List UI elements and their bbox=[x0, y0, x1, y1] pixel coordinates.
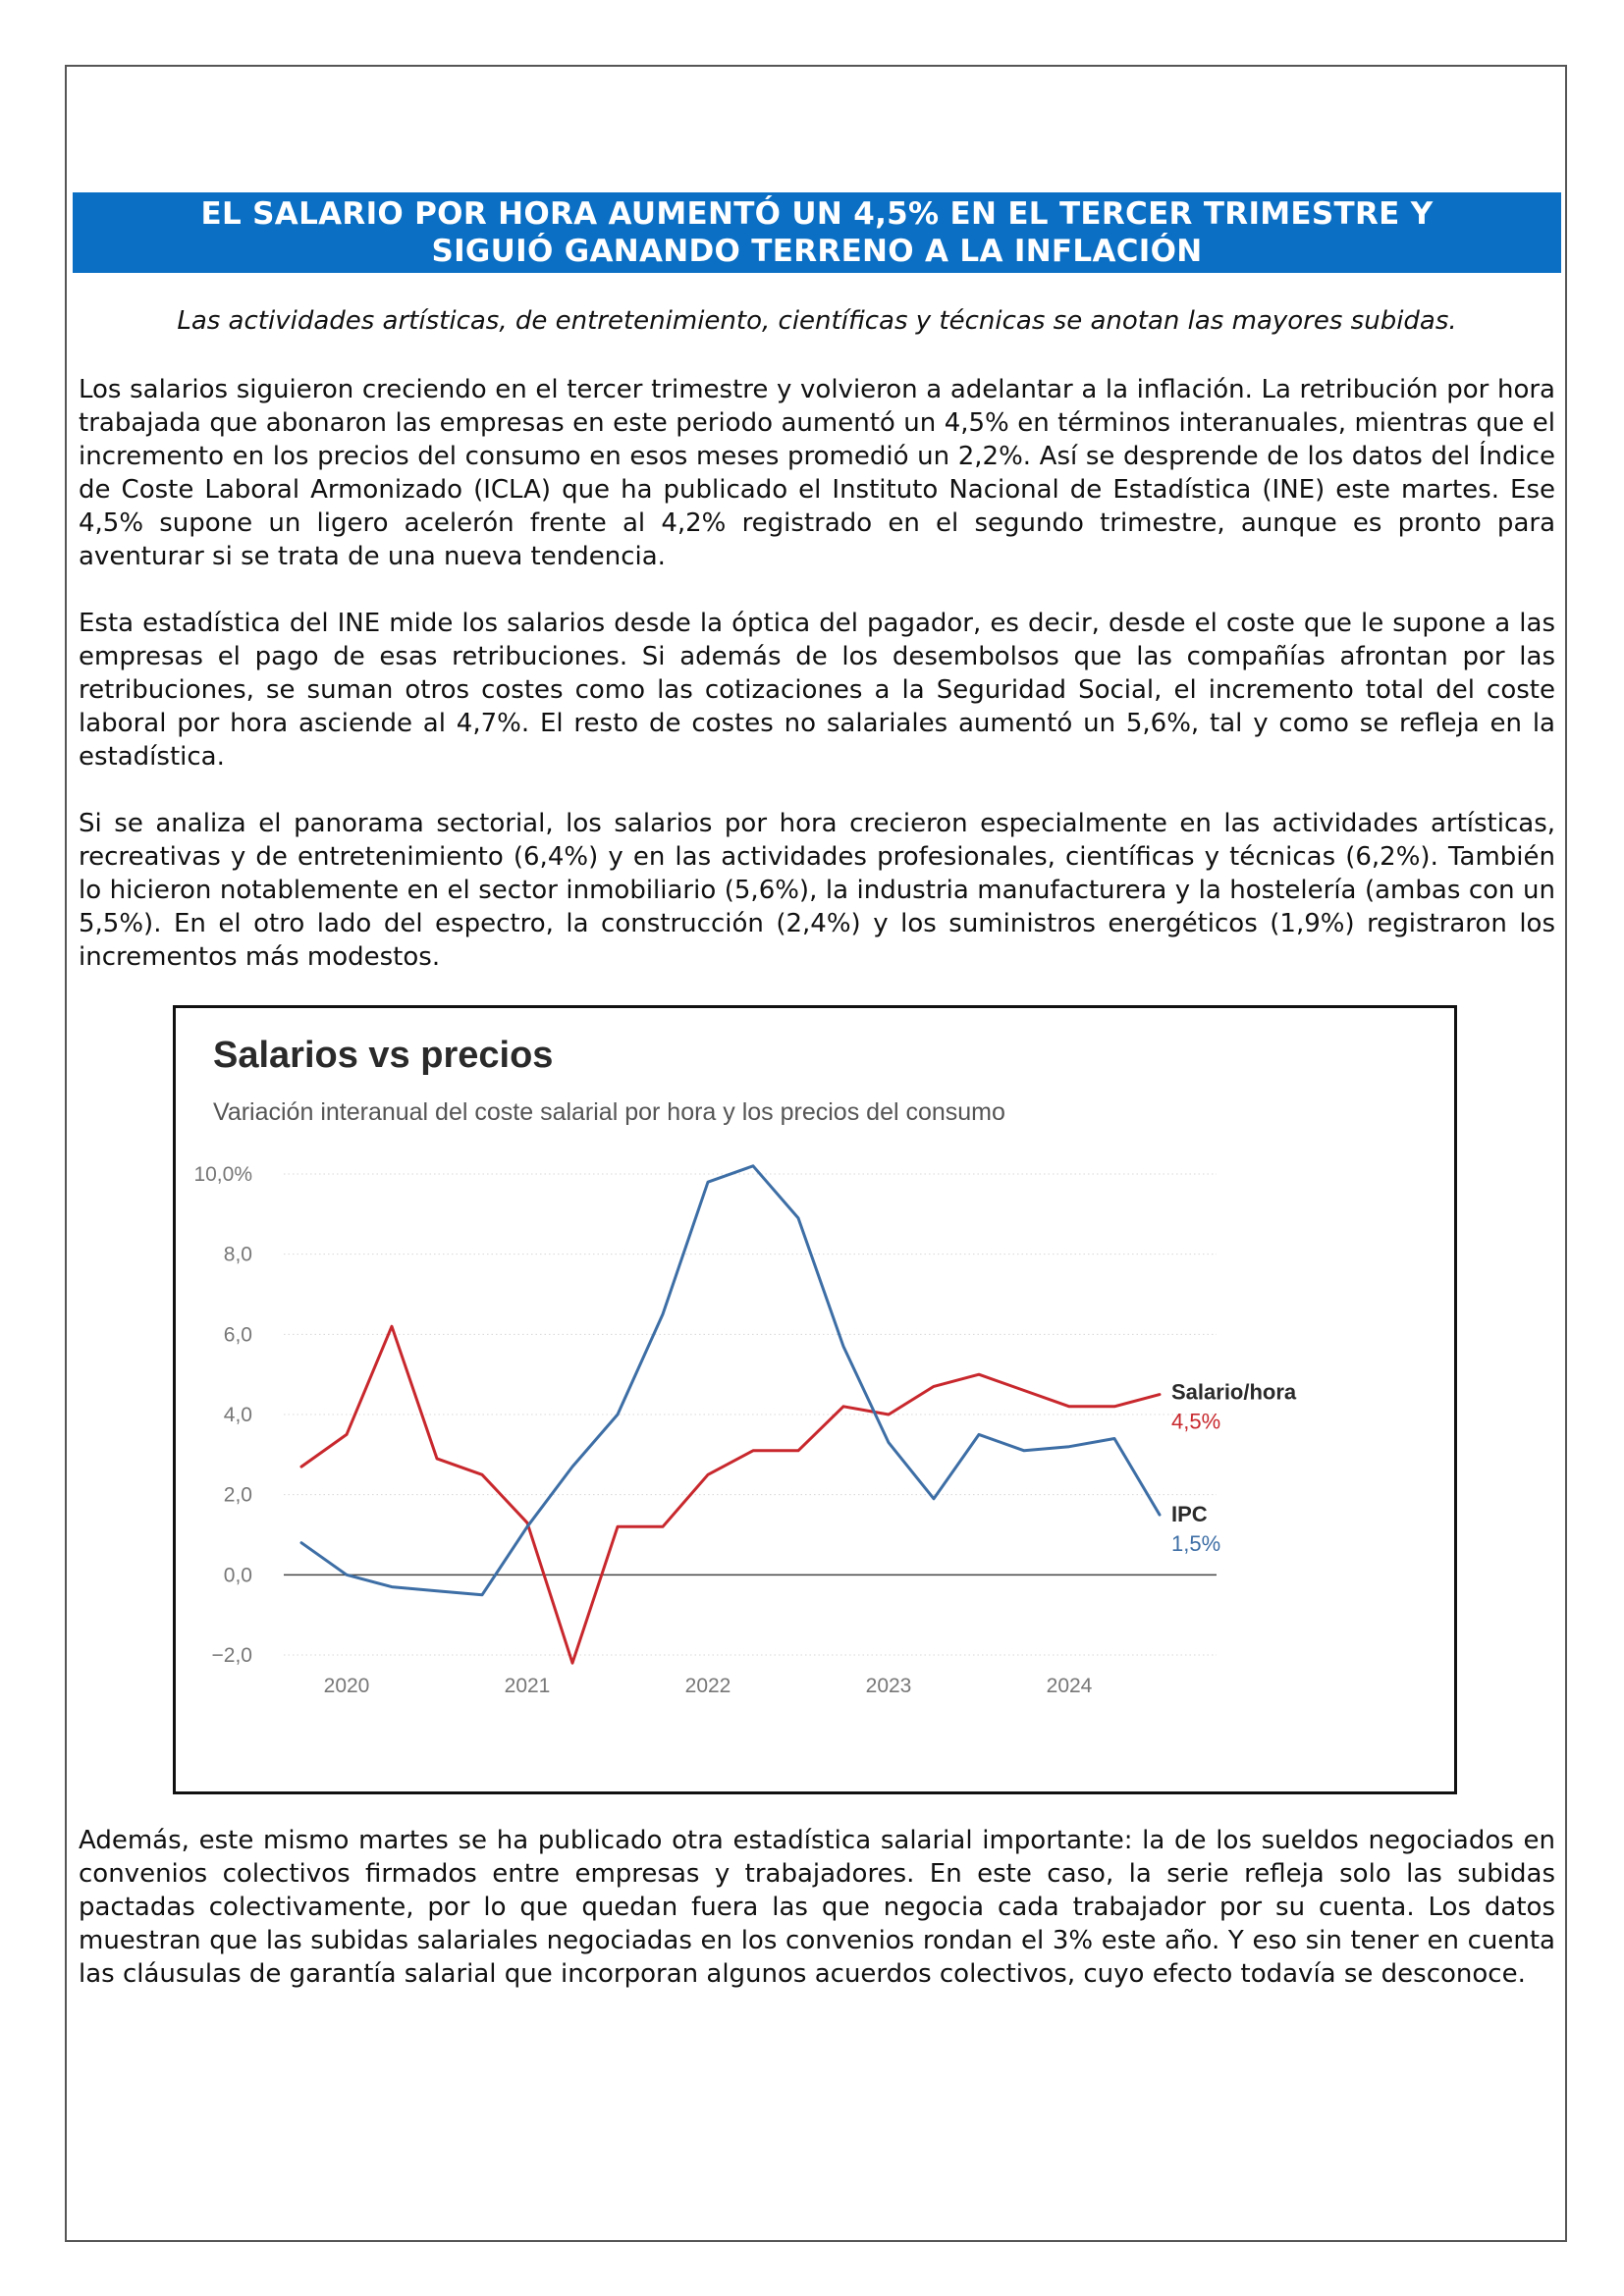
series-end-value-ipc: 1,5% bbox=[1171, 1531, 1221, 1557]
x-tick-label: 2022 bbox=[684, 1675, 731, 1697]
y-tick-label: 2,0 bbox=[223, 1483, 252, 1507]
y-tick-label: 10,0% bbox=[193, 1163, 252, 1186]
series-line-ipc bbox=[301, 1166, 1160, 1595]
y-tick-label: 4,0 bbox=[223, 1404, 252, 1426]
x-tick-label: 2021 bbox=[504, 1675, 551, 1697]
series-label-ipc: IPC bbox=[1171, 1502, 1208, 1527]
headline-line-2: SIGUIÓ GANANDO TERRENO A LA INFLACIÓN bbox=[431, 234, 1203, 269]
chart-title: Salarios vs precios bbox=[213, 1035, 554, 1076]
x-tick-label: 2023 bbox=[865, 1675, 912, 1697]
headline-banner bbox=[73, 192, 1561, 273]
chart-salarios-vs-precios bbox=[173, 1005, 1457, 1794]
paragraph-3: Si se analiza el panorama sectorial, los salarios por hora crecieron especialmente en las actividades artísticas, recreativas y de entretenimiento (6,4%) y en las actividades profesionales, científicas y técnicas (6,2%). También lo hicieron notablemente en el sector inmobiliario (5,6%), la industria manufacturera y la hostelería (ambas con un 5,5%). En el otro lado del espectro, la construcción (2,4%) y los suministros energéticos (1,9%) registraron los incrementos más modestos. bbox=[79, 809, 1555, 972]
y-tick-label: 0,0 bbox=[223, 1564, 252, 1587]
paragraph-2: Esta estadística del INE mide los salarios desde la óptica del pagador, es decir, desde el coste que le supone a las empresas el pago de esas retribuciones. Si además de los desembolsos que las compañías afrontan por las retribuciones, se suman otros costes como las cotizaciones a la Seguridad Social, el incremento total del coste laboral por hora asciende al 4,7%. El resto de costes no salariales aumentó un 5,6%, tal y como se refleja en la estadística. bbox=[79, 609, 1555, 772]
x-tick-label: 2024 bbox=[1046, 1675, 1093, 1697]
series-end-value-salario: 4,5% bbox=[1171, 1409, 1221, 1434]
series-label-salario: Salario/hora bbox=[1171, 1379, 1297, 1405]
y-tick-label: 8,0 bbox=[223, 1243, 252, 1266]
paragraph-1: Los salarios siguieron creciendo en el tercer trimestre y volvieron a adelantar a la inflación. La retribución por hora trabajada que abonaron las empresas en este periodo aumentó un 4,5% en términos interanuales, mientras que el incremento en los precios del consumo en esos meses promedió un 2,2%. Así se desprende de los datos del Índice de Coste Laboral Armonizado (ICLA) que ha publicado el Instituto Nacional de Estadística (INE) este martes. Ese 4,5% supone un ligero acelerón frente al 4,2% registrado en el segundo trimestre, aunque es pronto para aventurar si se trata de una nueva tendencia. bbox=[79, 375, 1555, 571]
chart-svg bbox=[176, 1008, 1454, 1791]
y-tick-label: −2,0 bbox=[211, 1644, 252, 1667]
article-subtitle: Las actividades artísticas, de entretenimiento, científicas y técnicas se anotan las mayores subidas. bbox=[177, 306, 1457, 336]
paragraph-4: Además, este mismo martes se ha publicado otra estadística salarial importante: la de los sueldos negociados en convenios colectivos firmados entre empresas y trabajadores. En este caso, la serie refleja solo las subidas pactadas colectivamente, por lo que quedan fuera las que negocia cada trabajador por su cuenta. Los datos muestran que las subidas salariales negociadas en los convenios rondan el 3% este año. Y eso sin tener en cuenta las cláusulas de garantía salarial que incorporan algunos acuerdos colectivos, cuyo efecto todavía se desconoce. bbox=[79, 1826, 1555, 1989]
y-tick-label: 6,0 bbox=[223, 1323, 252, 1347]
x-tick-label: 2020 bbox=[323, 1675, 370, 1697]
chart-subtitle: Variación interanual del coste salarial por hora y los precios del consumo bbox=[213, 1098, 1005, 1126]
headline-line-1: EL SALARIO POR HORA AUMENTÓ UN 4,5% EN EL TERCER TRIMESTRE Y bbox=[200, 196, 1434, 232]
